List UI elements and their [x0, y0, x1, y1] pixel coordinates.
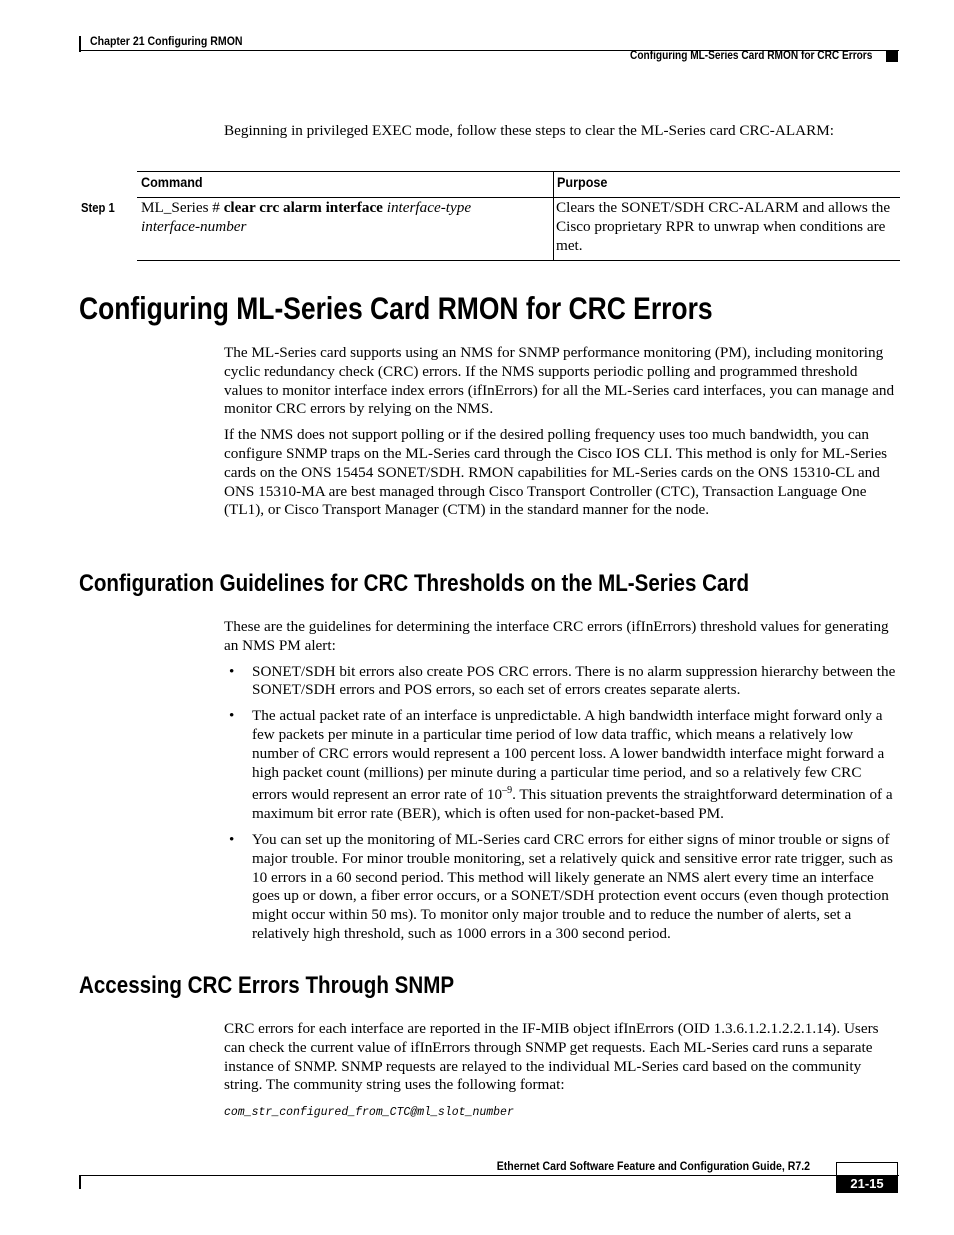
table-header-rule [137, 197, 900, 198]
section1-paragraph2: If the NMS does not support polling or if the desired polling frequency uses too much bandwidth, you can configure SNMP traps on the ML-Series card through the Cisco IOS CLI. This method is only for ML-Series cards on the ONS 15454 SONET/SDH. RMON capabilities for ML-Series cards on the ONS 15310-CL and ONS 15310-MA are best managed through Cisco Transport Controller (CTC), Transaction Language One (TL1), or Cisco Transport Manager (CTM) in the standard manner for the node. [224, 426, 888, 519]
command-keyword: clear crc alarm interface [223, 199, 383, 216]
table-header-command: Command [141, 174, 203, 190]
list-item [224, 831, 896, 944]
section-heading-rmon: Configuring ML-Series Card RMON for CRC Errors [79, 290, 713, 326]
community-string-format: com_str_configured_from_CTC@ml_slot_number [224, 1106, 514, 1120]
step-label: Step 1 [81, 201, 115, 215]
table-top-rule [137, 171, 900, 172]
bullet-icon: • [229, 707, 235, 725]
intro-paragraph: Beginning in privileged EXEC mode, follow these steps to clear the ML-Series card CRC-ALARM: [224, 122, 834, 139]
section2-intro: These are the guidelines for determining the interface CRC errors (ifInErrors) threshold values for generating an NMS PM alert: [224, 618, 889, 654]
guideline-text: The actual packet rate of an interface is unpredictable. A high bandwidth interface might forward only a few packets per minute in a particular time period of low data traffic, which means a relatively low number of CRC errors would represent a 100 percent loss. A lower bandwidth interface might forward a high packet count (millions) per minute during a particular time period, and so a relatively few CRC errors would represent an error rate of 10 [252, 707, 885, 804]
section2-body [224, 618, 896, 951]
command-prompt: ML_Series # [141, 199, 224, 216]
command-arg-type: interface-type [386, 199, 472, 216]
section3-body [224, 1020, 896, 1123]
bullet-icon: • [229, 831, 235, 849]
footer-document-title: Ethernet Card Software Feature and Configuration Guide, R7.2 [496, 1159, 810, 1173]
table-column-divider [553, 171, 554, 261]
section-heading-snmp: Accessing CRC Errors Through SNMP [79, 972, 455, 999]
bullet-icon: • [229, 662, 235, 680]
section1-paragraph1: The ML-Series card supports using an NMS for SNMP performance monitoring (PM), including monitoring cyclic redundancy check (CRC) errors. If the NMS supports periodic polling and programmed threshold values to monitor interface index errors (ifInErrors) for all the ML-Series card interfaces, you can manage and monitor CRC errors by relying on the NMS. [224, 344, 895, 418]
list-item [224, 663, 896, 701]
footer-page-tab [836, 1162, 898, 1175]
footer-rule-vertical [79, 1175, 81, 1189]
purpose-cell: Clears the SONET/SDH CRC-ALARM and allows the Cisco proprietary RPR to unwrap when conditions are met. [556, 199, 891, 254]
guideline-text-cont: . This situation prevents the straightforward determination of a maximum bit error rate (BER), which is often used for non-packet-based PM. [252, 786, 893, 823]
section1-body [224, 344, 896, 520]
list-item [224, 707, 896, 824]
section-heading-guidelines: Configuration Guidelines for CRC Thresholds on the ML-Series Card [79, 570, 750, 597]
section3-paragraph: CRC errors for each interface are reported in the IF-MIB object ifInErrors (OID 1.3.6.1.2.1.2.2.1.14). Users can check the current value of ifInErrors through SNMP get requests. Each ML-Series card runs a separate instance of SNMP. SNMP requests are relayed to the individual ML-Series card based on the community string. The community string uses the following format: [224, 1020, 879, 1094]
header-section-title: Configuring ML-Series Card RMON for CRC Errors [629, 50, 872, 62]
page-number: 21-15 [836, 1175, 898, 1193]
footer-rule [79, 1175, 899, 1176]
guideline-text: You can set up the monitoring of ML-Series card CRC errors for either signs of minor trouble or signs of major trouble. For minor trouble monitoring, set a relatively quick and sensitive error rate trigger, such as 10 errors in a 60 second period. This method will likely generate an NMS alert every time an interface goes up or down, a fiber error occurs, or a SONET/SDH protection event occurs (even though protection might occur within 50 ms). To monitor only major trouble and to reduce the number of alerts, set a relatively high threshold, such as 1000 errors in a 300 second period. [252, 831, 893, 943]
table-bottom-rule [137, 260, 900, 261]
command-cell [141, 199, 541, 237]
command-arg-number: interface-number [141, 217, 247, 235]
header-marker-block [886, 51, 898, 62]
exponent: –9 [502, 785, 513, 797]
guideline-text: SONET/SDH bit errors also create POS CRC errors. There is no alarm suppression hierarchy between the SONET/SDH errors and POS errors, so each set of errors creates separate alerts. [252, 662, 896, 699]
guideline-list [224, 663, 896, 944]
table-header-purpose: Purpose [557, 174, 608, 190]
header-chapter: Chapter 21 Configuring RMON [90, 34, 243, 48]
